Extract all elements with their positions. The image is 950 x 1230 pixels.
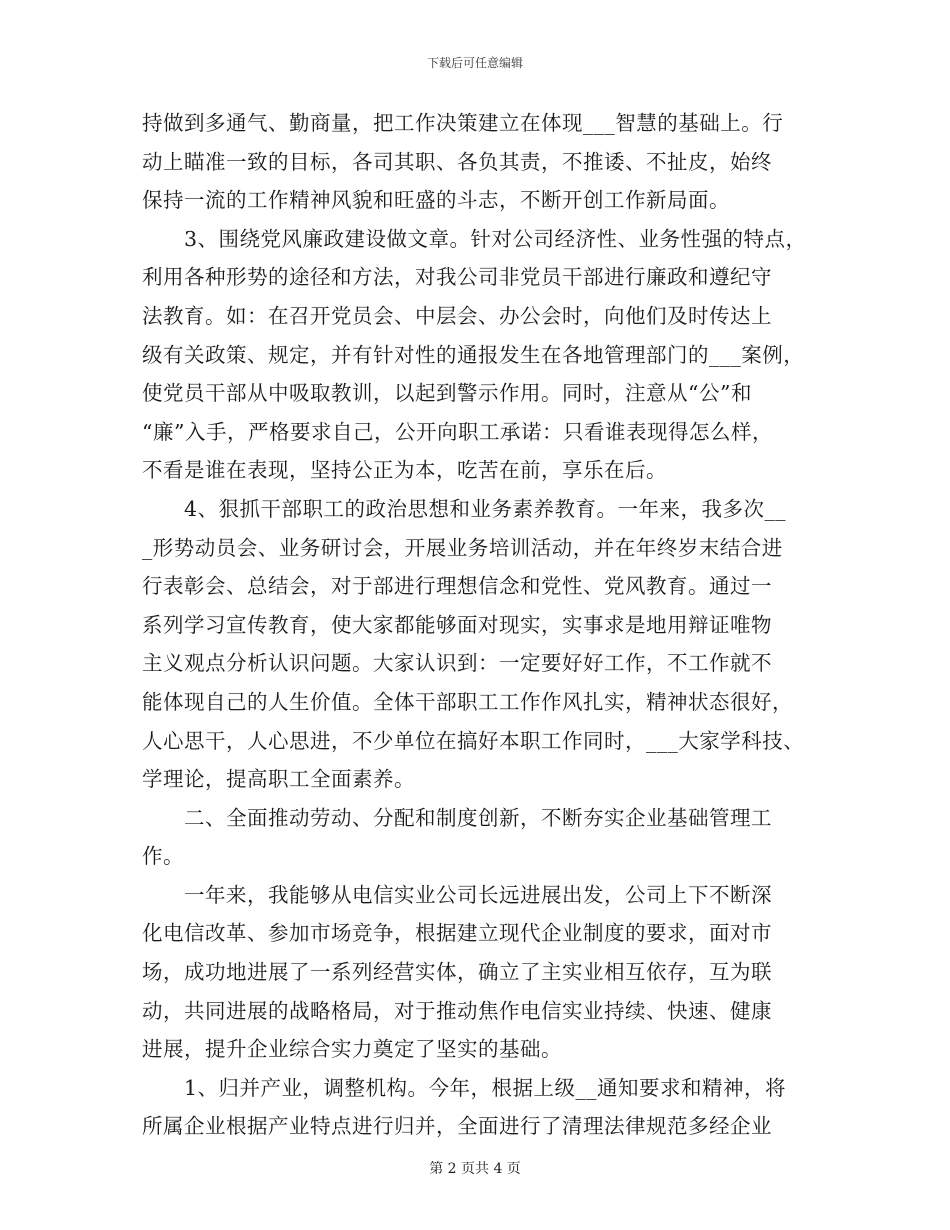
text-line: “廉”入手，严格要求自己，公开向职工承诺：只看谁表现得怎么样，	[142, 419, 773, 444]
text-line: 不看是谁在表现，坚持公正为本，吃苦在前，享乐在后。	[142, 458, 667, 483]
text-line: 所属企业根据产业特点进行归并，全面进行了清理法律规范多经企业	[142, 1114, 772, 1139]
document-body	[142, 104, 806, 1146]
text-line: 场，成功地进展了一系列经营实体，确立了主实业相互依存，互为联	[142, 960, 772, 985]
text-line: 二、全面推动劳动、分配和制度创新，不断夯实企业基础管理工	[184, 805, 772, 830]
text-line: 人心思干，人心思进，不少单位在搞好本职工作同时，___大家学科技、	[142, 728, 805, 753]
text-line: 级有关政策、规定，并有针对性的通报发生在各地管理部门的___案例，	[142, 342, 805, 367]
text-line: 系列学习宣传教育，使大家都能够面对现实，实事求是地用辩证唯物	[142, 612, 772, 637]
text-line: 1、归并产业，调整机构。今年，根据上级__通知要求和精神，将	[184, 1075, 787, 1100]
text-line: 4、狠抓干部职工的政治思想和业务素养教育。一年来，我多次__	[184, 496, 787, 521]
text-line: 持做到多通气、勤商量，把工作决策建立在体现___智慧的基础上。行	[142, 111, 784, 135]
text-line: 行表彰会、总结会，对于部进行理想信念和党性、党风教育。通过一	[142, 574, 772, 599]
text-line: 学理论，提高职工全面素养。	[142, 767, 415, 792]
text-line: 主义观点分析认识问题。大家认识到：一定要好好工作，不工作就不	[142, 651, 772, 676]
text-line: 利用各种形势的途径和方法，对我公司非党员干部进行廉政和遵纪守	[142, 265, 772, 290]
text-line: 动上瞄准一致的目标，各司其职、各负其责，不推诿、不扯皮，始终	[142, 149, 772, 174]
text-line: 保持一流的工作精神风貌和旺盛的斗志，不断开创工作新局面。	[142, 188, 730, 213]
text-line: 使党员干部从中吸取教训，以起到警示作用。同时，注意从“公”和	[142, 381, 752, 406]
text-line: 一年来，我能够从电信实业公司长远进展出发，公司上下不断深	[184, 882, 772, 907]
page-footer: 第 2 页共 4 页	[429, 1161, 521, 1177]
page-header: 下载后可任意编辑	[426, 56, 523, 70]
text-line: 法教育。如：在召开党员会、中层会、办公会时，向他们及时传达上	[142, 303, 772, 328]
text-line: 化电信改革、参加市场竞争，根据建立现代企业制度的要求，面对市	[142, 921, 772, 946]
text-line: 3、围绕党风廉政建设做文章。针对公司经济性、业务性强的特点，	[184, 226, 807, 251]
text-line: 进展，提升企业综合实力奠定了坚实的基础。	[142, 1037, 562, 1062]
text-line: 动，共同进展的战略格局，对于推动焦作电信实业持续、快速、健康	[142, 998, 772, 1023]
text-line: 作。	[142, 844, 184, 869]
text-line: 能体现自己的人生价值。全体干部职工工作作风扎实，精神状态很好，	[142, 689, 793, 714]
text-line: _形势动员会、业务研讨会，开展业务培训活动，并在年终岁末结合进	[142, 535, 783, 560]
